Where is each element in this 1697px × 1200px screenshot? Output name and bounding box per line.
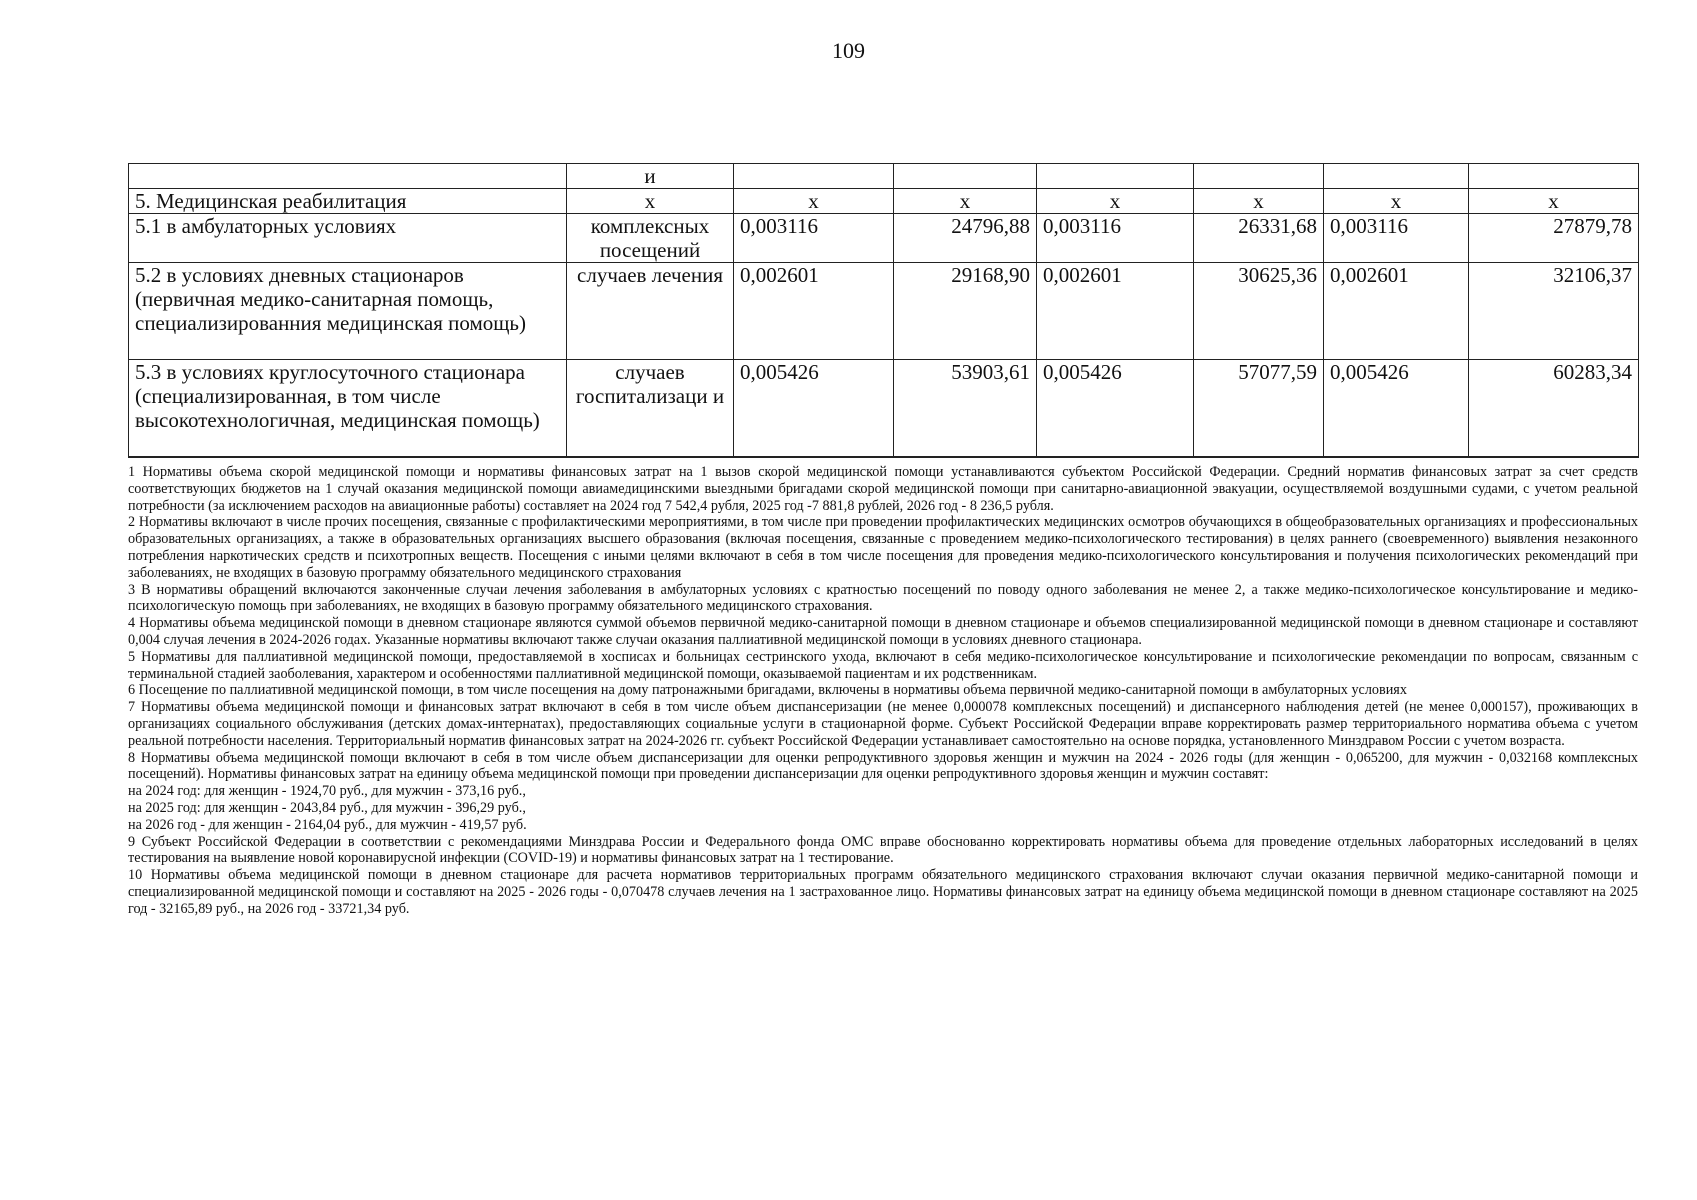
table-row — [129, 164, 1639, 189]
value-cell: 0,003116 — [1324, 214, 1469, 263]
footnote-1: 1 Нормативы объема скорой медицинской помощи и нормативы финансовых затрат на 1 вызов скорой медицинской помощи устанавливаются субъектом Российской Федерации. Средний норматив финансовых затрат за счет средств соответствующих бюджетов на 1 случай оказания медицинской помощи авиамедицинскими выездными бригадами скорой медицинской помощи при санитарно-авиационной эвакуации, осуществляемой воздушными судами, с учетом реальной потребности (за исключением расходов на авиационные работы) составляет на 2024 год 7 542,4 рубля, 2025 год -7 881,8 рублей, 2026 год - 8 236,5 рубля. — [128, 464, 1638, 514]
table-row — [129, 263, 1639, 360]
value-cell: 0,002601 — [734, 263, 894, 360]
footnote-6: 6 Посещениe по паллиативной медицинской помощи, в том числе посещения на дому патронажными бригадами, включены в нормативы объема первичной медико-санитарной помощи в амбулаторных условиях — [128, 682, 1407, 699]
footnote-8-line-2025: на 2025 год: для женщин - 2043,84 руб., для мужчин - 396,29 руб., — [128, 799, 526, 816]
table-cell — [1469, 164, 1639, 189]
footnote-8: 8 Нормативы объема медицинской помощи включают в себя в том числе объем диспансеризации для оценки репродуктивного здоровья женщин и мужчин на 2024 - 2026 годы (для женщин - 0,065200, для мужчин - 0,032168 комплексных посещений). Нормативы финансовых затрат на единицу объема медицинской помощи при проведении диспансеризации для оценки репродуктивного здоровья женщин и мужчин составят: — [128, 749, 1638, 783]
value-cell: 26331,68 — [1194, 214, 1324, 263]
footnote-8-line-2026: на 2026 год - для женщин - 2164,04 руб., для мужчин - 419,57 руб. — [128, 816, 527, 833]
unit-cell: комплексных посещений — [567, 214, 734, 263]
footnote-4: 4 Нормативы объема медицинской помощи в дневном стационаре являются суммой объемов первичной медико-санитарной помощи в дневном стационаре и объемов специализированной медицинской помощи в дневном стационаре и составляют 0,004 случая лечения в 2024-2026 годах. Указанные нормативы включают также случаи оказания паллиативной медицинской помощи в условиях дневного стационара. — [128, 615, 1638, 648]
table-row — [129, 189, 1639, 214]
row-name: 5. Медицинская реабилитация — [129, 189, 567, 214]
table-cell — [734, 164, 894, 189]
table-row — [129, 214, 1639, 263]
page-number: 109 — [832, 38, 865, 63]
value-cell: 29168,90 — [894, 263, 1037, 360]
footnote-8-line-2024: на 2024 год: для женщин - 1924,70 руб., для мужчин - 373,16 руб., — [128, 783, 526, 800]
value-cell: 0,005426 — [1324, 360, 1469, 458]
value-cell: 57077,59 — [1194, 360, 1324, 458]
footnote-10: 10 Нормативы объема медицинской помощи в дневном стационаре для расчета нормативов территориальных программ обязательного медицинского страхования включают случаи оказания первичной медико-санитарной помощи и специализированной медицинской помощи и составляют на 2025 - 2026 годы - 0,070478 случаев лечения на 1 застрахованное лицо. Нормативы финансовых затрат на единицу объема медицинской помощи в дневном стационаре составляют на 2025 год - 32165,89 руб., на 2026 год - 33721,34 руб. — [128, 867, 1638, 917]
value-cell: 53903,61 — [894, 360, 1037, 458]
footnote-2: 2 Нормативы включают в числе прочих посещения, связанные с профилактическими мероприятиями, в том числе при проведении профилактических медицинских осмотров обучающихся в общеобразовательных организациях и профессиональных образовательных организациях, а также в образовательных организациях высшего образования (включая посещения, связанные с проведением медико-психологического тестирования) в целях раннего (своевременного) выявления незаконного потребления наркотических средств и психотропных веществ. Посещения с иными целями включают в себя в том числе посещения для проведения медико-психологического консультирования и получения психологических рекомендаций при заболеваниях, не входящих в базовую программу обязательного медицинского страхования — [128, 514, 1638, 581]
footnote-5: 5 Нормативы для паллиативной медицинской помощи, предоставляемой в хосписах и больницах сестринского ухода, включают в себя медико-психологическое консультирование и психологические рекомендации по вопросам, связанным с терминальной стадией заоболевания, характером и особенностями паллиативной медицинской помощи, оказываемой пациентам и их родственникам. — [128, 648, 1638, 682]
unit-cell: и — [567, 164, 734, 189]
footnote-9: 9 Субъект Российской Федерации в соответствии с рекомендациями Минздрава России и Федерального фонда ОМС вправе обоснованно корректировать нормативы объема для проведение отдельных лабораторных исследований в целях тестирования на выявление новой коронавирусной инфекции (COVID-19) и нормативы финансовых затрат на 1 тестирование. — [128, 833, 1638, 867]
value-cell: 0,002601 — [1037, 263, 1194, 360]
row-name: 5.2 в условиях дневных стационаров (первичная медико-санитарная помощь, специализированния медицинская помощь) — [129, 263, 567, 360]
value-cell: х — [734, 189, 894, 214]
value-cell: 60283,34 — [1469, 360, 1639, 458]
value-cell: 24796,88 — [894, 214, 1037, 263]
row-name: 5.1 в амбулаторных условиях — [129, 214, 567, 263]
table-cell — [894, 164, 1037, 189]
value-cell: 32106,37 — [1469, 263, 1639, 360]
value-cell: х — [894, 189, 1037, 214]
value-cell: х — [1324, 189, 1469, 214]
value-cell: 0,003116 — [1037, 214, 1194, 263]
value-cell: х — [1194, 189, 1324, 214]
value-cell: 0,005426 — [1037, 360, 1194, 458]
table-cell — [1037, 164, 1194, 189]
value-cell: х — [1037, 189, 1194, 214]
value-cell: 0,003116 — [734, 214, 894, 263]
table-cell — [1324, 164, 1469, 189]
value-cell: 30625,36 — [1194, 263, 1324, 360]
value-cell: 0,002601 — [1324, 263, 1469, 360]
footnote-7: 7 Нормативы объема медицинской помощи и финансовых затрат включают в себя в том числе объем диспансеризации (не менее 0,000078 комплексных посещений) и диспансерного наблюдения детей (не менее 0,000157), проживающих в организациях социального обслуживания (детских домах-интернатах), предоставляющих социальные услуги в стационарной форме. Субъект Российской Федерации вправе корректировать размер территориального норматива объема с учетом реальной потребности населения. Территориальный норматив финансовых затрат на 2024-2026 гг. субъект Российской Федерации устанавливает самостоятельно на основе порядка, установленного Минздравом России с учетом возраста. — [128, 699, 1638, 749]
table-cell — [129, 164, 567, 189]
value-cell: 0,005426 — [734, 360, 894, 458]
table-row — [129, 360, 1639, 458]
normatives-table — [128, 163, 1639, 458]
unit-cell: случаев госпитализаци и — [567, 360, 734, 458]
table-cell — [1194, 164, 1324, 189]
unit-cell: х — [567, 189, 734, 214]
row-name: 5.3 в условиях круглосуточного стационара (специализированная, в том числе высокотехнологичная, медицинская помощь) — [129, 360, 567, 458]
footnote-3: 3 В нормативы обращений включаются законченные случаи лечения заболевания в амбулаторных условиях с кратностью посещений по поводу одного заболевания не менее 2, а также медико-психологическое консультирование и медико-психологическую помощь при заболеваниях, не входящих в базовую программу обязательного медицинского страхования. — [128, 581, 1638, 615]
footnotes — [128, 464, 1638, 918]
unit-cell: случаев лечения — [567, 263, 734, 360]
value-cell: 27879,78 — [1469, 214, 1639, 263]
value-cell: х — [1469, 189, 1639, 214]
